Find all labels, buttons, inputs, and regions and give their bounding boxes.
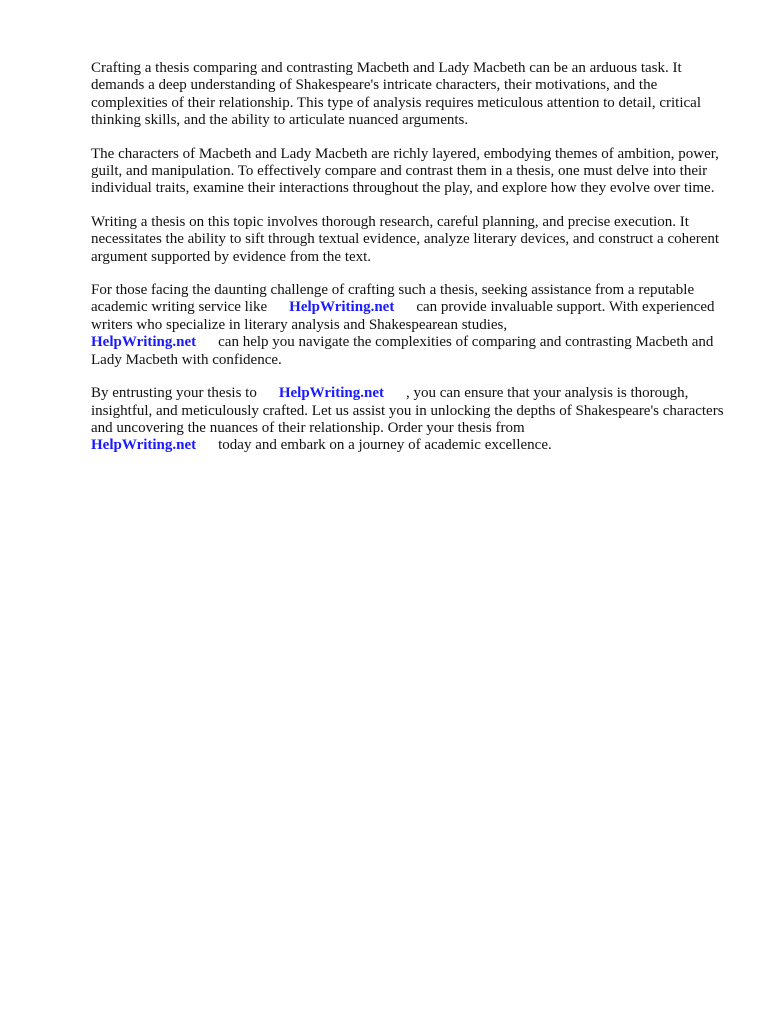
document-body <box>91 60 731 471</box>
paragraph-assistance-text-b: can provide invaluable support. With experienced writers who specialize in literary analysis and Shakespearean studies, <box>91 299 715 333</box>
helpwriting-link[interactable]: HelpWriting.net <box>289 299 395 316</box>
paragraph-order <box>91 385 731 455</box>
helpwriting-link[interactable]: HelpWriting.net <box>91 334 197 351</box>
paragraph-intro: Crafting a thesis comparing and contrasting Macbeth and Lady Macbeth can be an arduous task. It demands a deep understanding of Shakespeare's intricate characters, their motivations, and the complexities of their relationship. This type of analysis requires meticulous attention to detail, critical thinking skills, and the ability to articulate nuanced arguments. <box>91 60 701 129</box>
paragraph-order-text-b: , you can ensure that your analysis is thorough, insightful, and meticulously crafted. Let us assist you in unlocking the depths of Shakespeare's characters and uncovering the nuances of their relationship. Order your thesis from <box>91 385 724 436</box>
paragraph-assistance-text-a: For those facing the daunting challenge of crafting such a thesis, seeking assistance from a reputable academic writing service like <box>91 282 695 316</box>
helpwriting-link[interactable]: HelpWriting.net <box>91 437 197 454</box>
helpwriting-link[interactable]: HelpWriting.net <box>278 385 384 402</box>
paragraph-assistance-text-c: can help you navigate the complexities of comparing and contrasting Macbeth and Lady Macbeth with confidence. <box>91 334 714 368</box>
paragraph-characters: The characters of Macbeth and Lady Macbeth are richly layered, embodying themes of ambition, power, guilt, and manipulation. To effectively compare and contrast them in a thesis, one must delve into their individual traits, examine their interactions throughout the play, and explore how they evolve over time. <box>91 145 719 197</box>
paragraph-order-text-a: By entrusting your thesis to <box>91 385 257 402</box>
paragraph-writing: Writing a thesis on this topic involves thorough research, careful planning, and precise execution. It necessitates the ability to sift through textual evidence, analyze literary devices, and construct a coherent argument supported by evidence from the text. <box>91 213 720 265</box>
paragraph-assistance <box>91 282 731 369</box>
paragraph-order-text-c: today and embark on a journey of academic excellence. <box>218 437 552 454</box>
